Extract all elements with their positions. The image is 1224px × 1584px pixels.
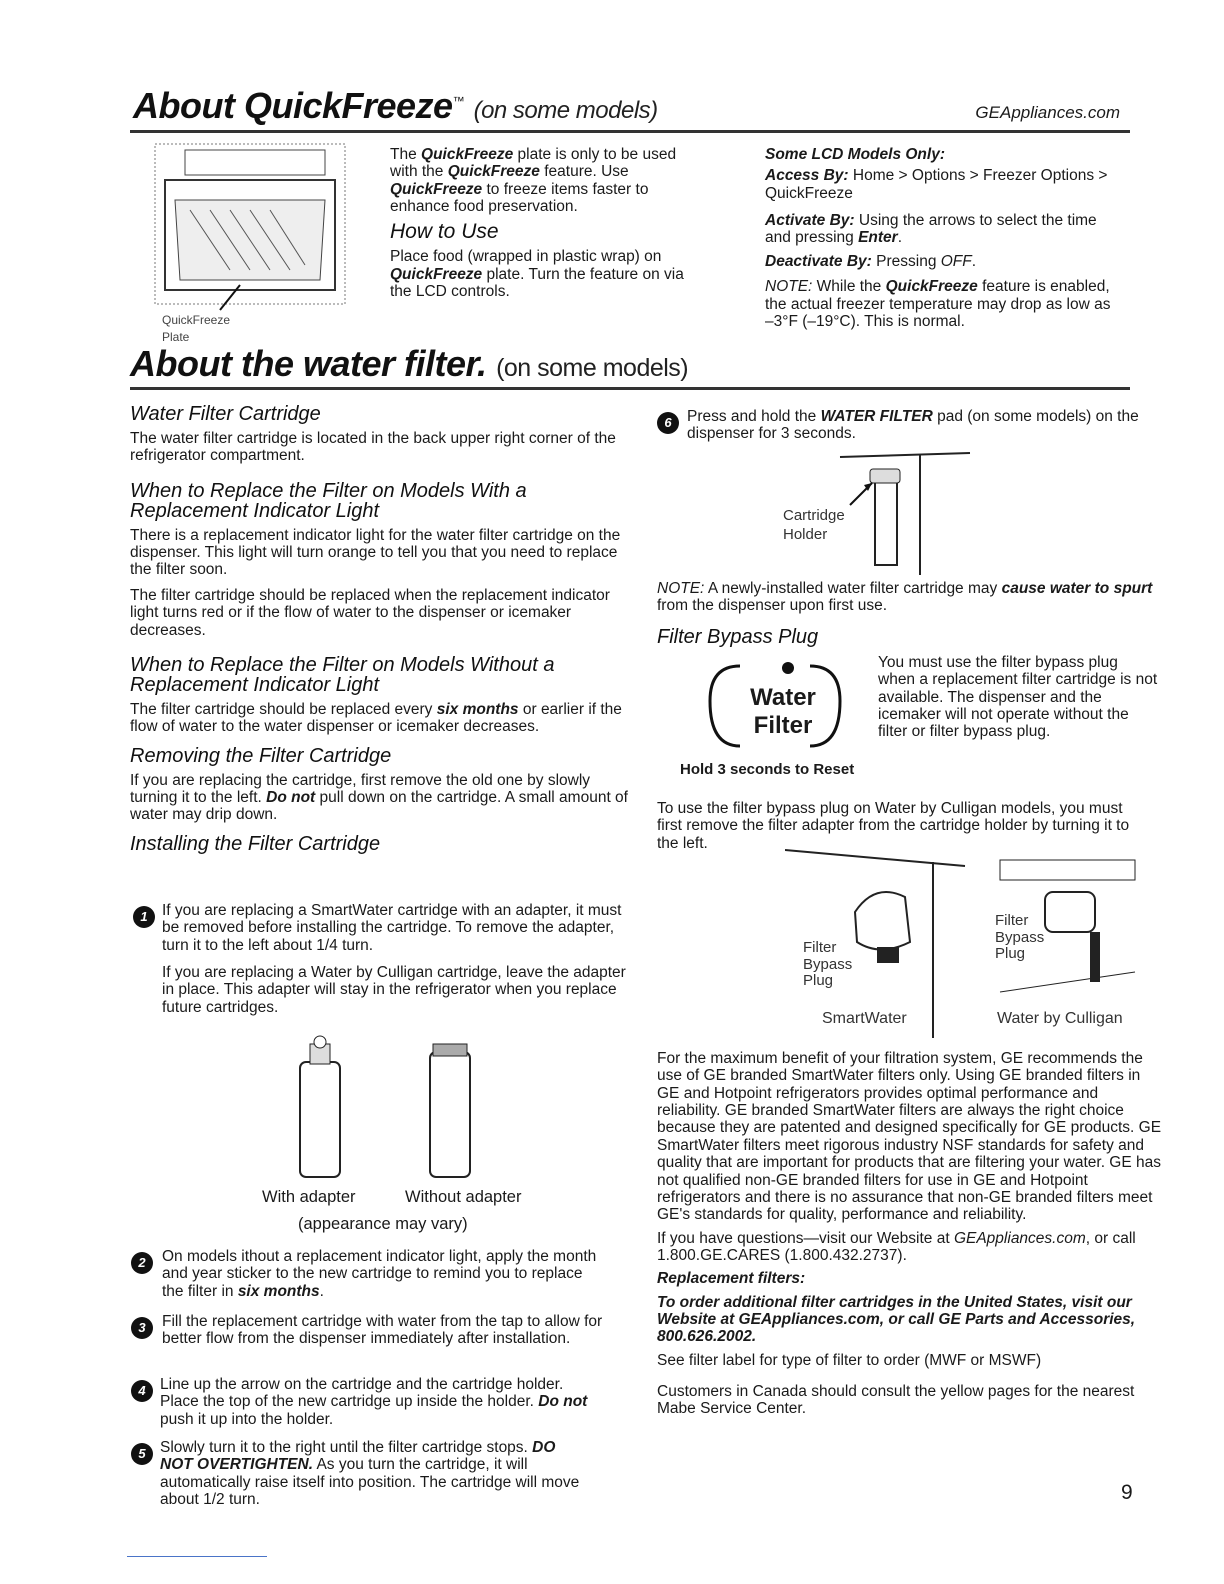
plug-label-a-2: Bypass	[803, 955, 853, 973]
step-2-text	[162, 1248, 602, 1300]
step-5-text	[160, 1439, 590, 1508]
water-filter-title	[130, 344, 688, 384]
step-5-badge: 5	[131, 1443, 153, 1465]
text-segment: A newly-installed water filter cartridge may	[704, 580, 1002, 597]
step-1-text-b: If you are replacing a Water by Culligan cartridge, leave the adapter in place. This adapter will stay in the refrigerator when you replace future cartridges.	[162, 964, 626, 1016]
with-light-text-2: The filter cartridge should be replaced when the replacement indicator light turns red or if the flow of water to the dispenser or icemaker decreases.	[130, 586, 610, 639]
indicator-light-icon	[782, 662, 794, 674]
text-segment: Deactivate By:	[765, 252, 872, 270]
title-subtitle: (on some models)	[473, 97, 658, 124]
text-segment: six months	[237, 1282, 320, 1300]
text-segment: As you turn the cartridge, it will automatically raise itself into position. The cartridge will move about 1/2 turn.	[160, 1456, 580, 1509]
how-to-use-text	[390, 248, 690, 300]
text-segment: Line up the arrow on the cartridge and the cartridge holder. Place the top of the new cartridge up inside the holder.	[160, 1376, 564, 1411]
step-1	[162, 902, 632, 1016]
plate-caption-line-2: Plate	[162, 330, 190, 345]
water-filter-title-text: About the water filter.	[130, 343, 487, 384]
pad-label-line-1: Water	[750, 684, 816, 711]
header-rule	[130, 130, 1130, 133]
step-4	[160, 1376, 590, 1428]
step-2	[162, 1248, 602, 1300]
pad-label-line-2: Filter	[753, 711, 813, 739]
text-segment: Home > Options > Freezer Options > QuickFreeze	[765, 167, 1108, 202]
step-1-badge: 1	[133, 906, 155, 928]
cartridge-heading: Water Filter Cartridge	[130, 403, 321, 425]
step-3-text: Fill the replacement cartridge with water from the tap to allow for better flow from the dispenser immediately after installation.	[162, 1313, 603, 1348]
text-segment: or earlier if the flow of water to the water dispenser or icemaker decreases.	[130, 700, 622, 736]
pad-caption: Hold 3 seconds to Reset	[680, 761, 855, 778]
text-segment: Do not	[538, 1393, 588, 1411]
benefit-block	[657, 1050, 1162, 1418]
questions-text	[657, 1230, 1162, 1265]
plug-label-b-1: Filter	[995, 912, 1029, 929]
pad-label	[748, 684, 818, 739]
with-light-heading: When to Replace the Filter on Models With a Replacement Indicator Light	[130, 479, 527, 522]
bypass-text-block	[878, 654, 1158, 741]
with-light-text-1: There is a replacement indicator light for the water filter cartridge on the dispenser. This light will turn orange to tell you that you need to replace the filter soon.	[130, 526, 621, 579]
cartridge-holder-caption-line-1: Cartridge	[783, 507, 845, 524]
culligan-plug-caption	[995, 913, 1044, 963]
text-segment: OFF	[940, 252, 972, 270]
smartwater-plug-caption	[803, 940, 852, 990]
text-segment: pull down on the cartridge. A small amount of water may drip down.	[130, 788, 628, 824]
text-segment: .	[319, 1282, 324, 1300]
text-segment: cause water to spurt	[1001, 580, 1153, 597]
activate-by-text	[765, 212, 1120, 247]
removing-heading: Removing the Filter Cartridge	[130, 744, 392, 767]
access-by-text	[765, 167, 1120, 202]
water-filter-rule	[130, 387, 1130, 390]
water-filter-subtitle: (on some models)	[496, 354, 689, 382]
text-segment: QuickFreeze	[390, 265, 483, 283]
page-number: 9	[1121, 1481, 1133, 1504]
text-segment: WATER FILTER	[820, 408, 933, 425]
step-4-text	[160, 1376, 590, 1428]
bypass-text: You must use the filter bypass plug when a replacement filter cartridge is not available. The dispenser and the icemaker will not operate without the filter or filter bypass plug.	[878, 654, 1158, 741]
text-segment: feature. Use	[539, 163, 629, 181]
lcd-models-heading: Some LCD Models Only:	[765, 146, 945, 163]
text-segment: Enter	[858, 229, 898, 247]
text-segment: QuickFreeze	[421, 146, 514, 163]
benefit-text: For the maximum benefit of your filtration system, GE recommends the use of GE branded SmartWater filters only. Using GE branded filters in GE and Hotpoint refrigerators provides optimal performance and reliability. GE branded SmartWater filters are always the right choice because they are patented and designed specifically for GE products. GE SmartWater filters meet rigorous industry NSF standards for safety and quality that are important for products that are filtering your water. GE has not qualified non-GE branded filters for use in GE and Hotpoint refrigerators and there is no assurance that non-GE branded filters meet GE's standards for quality, performance and reliability.	[657, 1050, 1162, 1224]
text-segment: from the dispenser upon first use.	[657, 597, 888, 615]
website-label: GEAppliances.com	[975, 103, 1120, 122]
step-2-badge: 2	[131, 1252, 153, 1274]
culligan-label: Water by Culligan	[997, 1010, 1123, 1027]
text-segment: plate is only to be used with the	[390, 146, 677, 181]
freezer-drawer-illustration	[145, 140, 370, 340]
text-segment: six months	[436, 700, 519, 718]
text-segment: The	[390, 146, 422, 163]
text-segment: Press and hold the	[687, 408, 821, 425]
text-segment: Pressing	[871, 252, 941, 270]
text-segment: Activate By:	[765, 212, 855, 230]
text-segment: QuickFreeze	[885, 278, 978, 296]
cartridge-holder-caption	[783, 507, 845, 545]
pad-left-bracket	[710, 666, 740, 746]
plug-label-a-1: Filter	[803, 939, 837, 956]
replacement-heading: Replacement filters:	[657, 1270, 806, 1288]
plug-label-b-3: Plug	[995, 945, 1026, 962]
canada-text: Customers in Canada should consult the yellow pages for the nearest Mabe Service Center.	[657, 1383, 1135, 1418]
step-5	[160, 1439, 590, 1508]
step-4-badge: 4	[131, 1380, 153, 1402]
filter-label-text: See filter label for type of filter to order (MWF or MSWF)	[657, 1351, 1042, 1369]
without-light-text	[130, 701, 630, 736]
step-3-badge: 3	[131, 1317, 153, 1339]
trademark: ™	[452, 94, 465, 108]
cartridge-figures	[255, 1032, 545, 1182]
install-note-text	[657, 580, 1157, 615]
bypass-culligan-text: To use the filter bypass plug on Water by Culligan models, you must first remove the filter adapter from the cartridge holder by turning it to the left.	[657, 800, 1130, 852]
step-6	[687, 408, 1142, 443]
quickfreeze-intro-column	[390, 146, 690, 301]
without-adapter-label: Without adapter	[405, 1188, 522, 1206]
quickfreeze-intro	[390, 146, 690, 215]
text-segment: , or call 1.800.GE.CARES (1.800.432.2737).	[657, 1229, 1136, 1264]
bypass-heading: Filter Bypass Plug	[657, 626, 819, 648]
text-segment: .	[971, 252, 977, 270]
text-segment: push it up into the holder.	[160, 1410, 334, 1428]
quickfreeze-plate-caption	[162, 312, 230, 347]
text-segment: The filter cartridge should be replaced every	[130, 700, 437, 718]
install-note	[657, 580, 1157, 615]
text-segment: .	[897, 229, 902, 247]
deactivate-by-text	[765, 253, 1120, 270]
text-segment: If you have questions—visit our Website at	[657, 1229, 954, 1247]
plug-label-a-3: Plug	[803, 972, 834, 989]
quickfreeze-figure	[145, 140, 370, 340]
appearance-note: (appearance may vary)	[298, 1215, 468, 1233]
text-segment: to freeze items faster to enhance food preservation.	[390, 180, 649, 216]
text-segment: On models ithout a replacement indicator light, apply the month and year sticker to the new cartridge to remind you to replace the filter in	[162, 1248, 597, 1300]
text-segment: QuickFreeze	[447, 163, 540, 181]
text-segment: Using the arrows to select the time and pressing	[765, 212, 1097, 247]
step-6-badge: 6	[657, 412, 679, 434]
text-segment: NOTE:	[765, 278, 813, 296]
plate-caption-line-1: QuickFreeze	[162, 313, 231, 327]
removing-text	[130, 772, 630, 824]
step-3	[162, 1313, 612, 1348]
cartridge-holder-caption-line-2: Holder	[783, 525, 828, 543]
text-segment: QuickFreeze	[390, 180, 483, 198]
cartridge-text: The water filter cartridge is located in the back upper right corner of the refrigerator compartment.	[130, 430, 616, 465]
without-light-heading: When to Replace the Filter on Models Without a Replacement Indicator Light	[130, 653, 555, 696]
plug-label-b-2: Bypass	[995, 928, 1045, 946]
smartwater-label: SmartWater	[822, 1010, 907, 1027]
page-title	[133, 86, 658, 126]
step-6-text	[687, 408, 1142, 443]
step-1-text-a: If you are replacing a SmartWater cartridge with an adapter, it must be removed before installing the cartridge. To remove the adapter, turn it to the left about 1/4 turn.	[162, 902, 622, 954]
text-segment: plate. Turn the feature on via the LCD controls.	[390, 265, 684, 301]
order-text: To order additional filter cartridges in the United States, visit our Website at GEAppliances.com, or call GE Parts and Accessories, 800.626.2002.	[657, 1293, 1136, 1346]
installing-heading: Installing the Filter Cartridge	[130, 832, 381, 855]
text-segment: Place food (wrapped in plastic wrap) on	[390, 248, 662, 266]
text-segment: Do not	[266, 788, 316, 806]
title-text: About QuickFreeze	[133, 85, 453, 126]
without-adapter-cartridge-illustration	[430, 1044, 470, 1177]
footer-link-underline	[127, 1556, 267, 1557]
smartwater-plug-illustration	[855, 892, 910, 963]
text-segment: feature is enabled, the actual freezer temperature may drop as low as –3°F (–19°C). This is normal.	[765, 278, 1111, 330]
text-segment: pad (on some models) on the dispenser for 3 seconds.	[687, 408, 1139, 443]
text-segment: DO NOT OVERTIGHTEN.	[160, 1439, 556, 1474]
text-segment: Slowly turn it to the right until the filter cartridge stops.	[160, 1439, 533, 1456]
text-segment: NOTE:	[657, 580, 705, 597]
how-to-use-heading: How to Use	[390, 220, 499, 244]
text-segment: Access By:	[765, 167, 849, 185]
with-adapter-label: With adapter	[262, 1188, 356, 1206]
text-segment: If you are replacing the cartridge, first remove the old one by slowly turning it to the left.	[130, 771, 591, 806]
with-adapter-cartridge-illustration	[300, 1036, 340, 1177]
lcd-models-column	[765, 146, 1120, 330]
quickfreeze-note	[765, 278, 1120, 330]
text-segment: While the	[812, 278, 886, 296]
text-segment: GEAppliances.com	[953, 1229, 1086, 1247]
left-column	[130, 404, 630, 854]
